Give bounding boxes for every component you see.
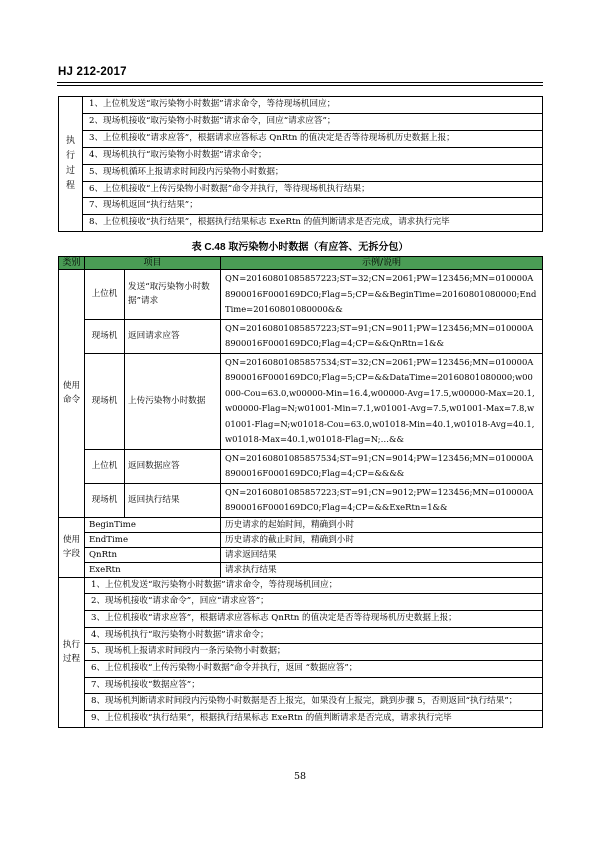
execution-step: 7、现场机接收“数据应答”； bbox=[85, 677, 543, 694]
execution-step: 3、上位机接收“请求应答”，根据请求应答标志 QnRtn 的值决定是否等待现场机历史数据上报； bbox=[83, 130, 543, 147]
table-caption: 表 C.48 取污染物小时数据（有应答、无拆分包） bbox=[191, 242, 409, 253]
header-rule bbox=[57, 82, 543, 83]
field-description: 历史请求的起始时间，精确到小时 bbox=[221, 517, 543, 532]
header-rule-thin bbox=[57, 85, 543, 86]
execution-step: 1、上位机发送“取污染物小时数据”请求命令，等待现场机回应； bbox=[85, 577, 543, 594]
execution-step: 1、上位机发送“取污染物小时数据”请求命令，等待现场机回应； bbox=[83, 97, 543, 114]
standard-code: HJ 212-2017 bbox=[58, 66, 127, 78]
execution-step: 4、现场机执行“取污染物小时数据”请求命令； bbox=[83, 147, 543, 164]
example-cell: QN=20160801085857534;ST=91;CN=9014;PW=123456;MN=010000A8900016F000169DC0;Flag=4;CP=&&&& bbox=[221, 449, 543, 483]
header-example: 示例/说明 bbox=[221, 257, 543, 270]
field-name: ExeRtn bbox=[85, 562, 221, 577]
field-name: BeginTime bbox=[85, 517, 221, 532]
table-c48 bbox=[58, 256, 543, 728]
execution-step: 3、上位机接收“请求应答”，根据请求应答标志 QnRtn 的值决定是否等待现场机历史数据上报； bbox=[85, 610, 543, 627]
field-name: QnRtn bbox=[85, 547, 221, 562]
execution-step: 2、现场机接收“请求命令”，回应“请求应答”； bbox=[85, 594, 543, 611]
use-fields-label: 使用字段 bbox=[59, 517, 85, 577]
field-description: 请求返回结果 bbox=[221, 547, 543, 562]
header-item: 项目 bbox=[85, 257, 221, 270]
action-cell: 返回执行结果 bbox=[125, 483, 221, 517]
party-cell: 上位机 bbox=[85, 449, 125, 483]
execution-step: 6、上位机接收“上传污染物小时数据”命令并执行，等待现场机执行结果； bbox=[83, 181, 543, 198]
action-cell: 发送“取污染物小时数据”请求 bbox=[125, 270, 221, 320]
execution-step: 5、现场机上报请求时间段内一条污染物小时数据； bbox=[85, 644, 543, 661]
field-description: 请求执行结果 bbox=[221, 562, 543, 577]
execution-step: 8、上位机接收“执行结果”，根据执行结果标志 ExeRtn 的值判断请求是否完成，请求执行完毕 bbox=[83, 215, 543, 232]
execution-step: 6、上位机接收“上传污染物小时数据”命令并执行，返回 “数据应答”； bbox=[85, 661, 543, 678]
party-cell: 现场机 bbox=[85, 353, 125, 449]
example-cell: QN=20160801085857534;ST=32;CN=2061;PW=123456;MN=010000A8900016F000169DC0;Flag=5;CP=&&DataTime=20160801080000;w00000-Cou=63.0,w00000-Min=16.4,w00000-Avg=17.5,w00000-Max=20.1,w00000-Flag=N;w01001-Min=7.1,w01001-Avg=7.5,w01001-Max=7.8,w01001-Flag=N;w01018-Cou=63.0,w01018-Min=40.1,w01018-Avg=40.1,w01018-Max=40.1,w01018-Flag=N;…&& bbox=[221, 353, 543, 449]
party-cell: 现场机 bbox=[85, 319, 125, 353]
execution-step: 9、上位机接收“执行结果”，根据执行结果标志 ExeRtn 的值判断请求是否完成，请求执行完毕 bbox=[85, 711, 543, 728]
execution-step: 8、现场机判断请求时间段内污染物小时数据是否上报完，如果没有上报完，跳到步骤 5，否则返回“执行结果”； bbox=[85, 694, 543, 711]
execution-label: 执行过程 bbox=[59, 577, 85, 727]
action-cell: 上传污染物小时数据 bbox=[125, 353, 221, 449]
page-number: 58 bbox=[293, 771, 307, 782]
header-category: 类别 bbox=[59, 257, 85, 270]
execution-label: 执行过程 bbox=[59, 97, 83, 232]
example-cell: QN=20160801085857223;ST=91;CN=9012;PW=123456;MN=010000A8900016F000169DC0;Flag=4;CP=&&ExeRtn=1&& bbox=[221, 483, 543, 517]
execution-step: 2、现场机接收“取污染物小时数据”请求命令，回应“请求应答”； bbox=[83, 113, 543, 130]
party-cell: 上位机 bbox=[85, 270, 125, 320]
field-name: EndTime bbox=[85, 532, 221, 547]
execution-step: 4、现场机执行“取污染物小时数据”请求命令； bbox=[85, 627, 543, 644]
previous-table-execution bbox=[58, 96, 543, 232]
field-description: 历史请求的截止时间，精确到小时 bbox=[221, 532, 543, 547]
action-cell: 返回请求应答 bbox=[125, 319, 221, 353]
example-cell: QN=20160801085857223;ST=32;CN=2061;PW=123456;MN=010000A8900016F000169DC0;Flag=5;CP=&&BeginTime=20160801080000;EndTime=20160801080000&& bbox=[221, 270, 543, 320]
use-command-label: 使用命令 bbox=[59, 270, 85, 518]
execution-step: 7、现场机返回“执行结果”； bbox=[83, 198, 543, 215]
example-cell: QN=20160801085857223;ST=91;CN=9011;PW=123456;MN=010000A8900016F000169DC0;Flag=4;CP=&&QnRtn=1&& bbox=[221, 319, 543, 353]
execution-step: 5、现场机循环上报请求时间段内污染物小时数据； bbox=[83, 164, 543, 181]
party-cell: 现场机 bbox=[85, 483, 125, 517]
action-cell: 返回数据应答 bbox=[125, 449, 221, 483]
